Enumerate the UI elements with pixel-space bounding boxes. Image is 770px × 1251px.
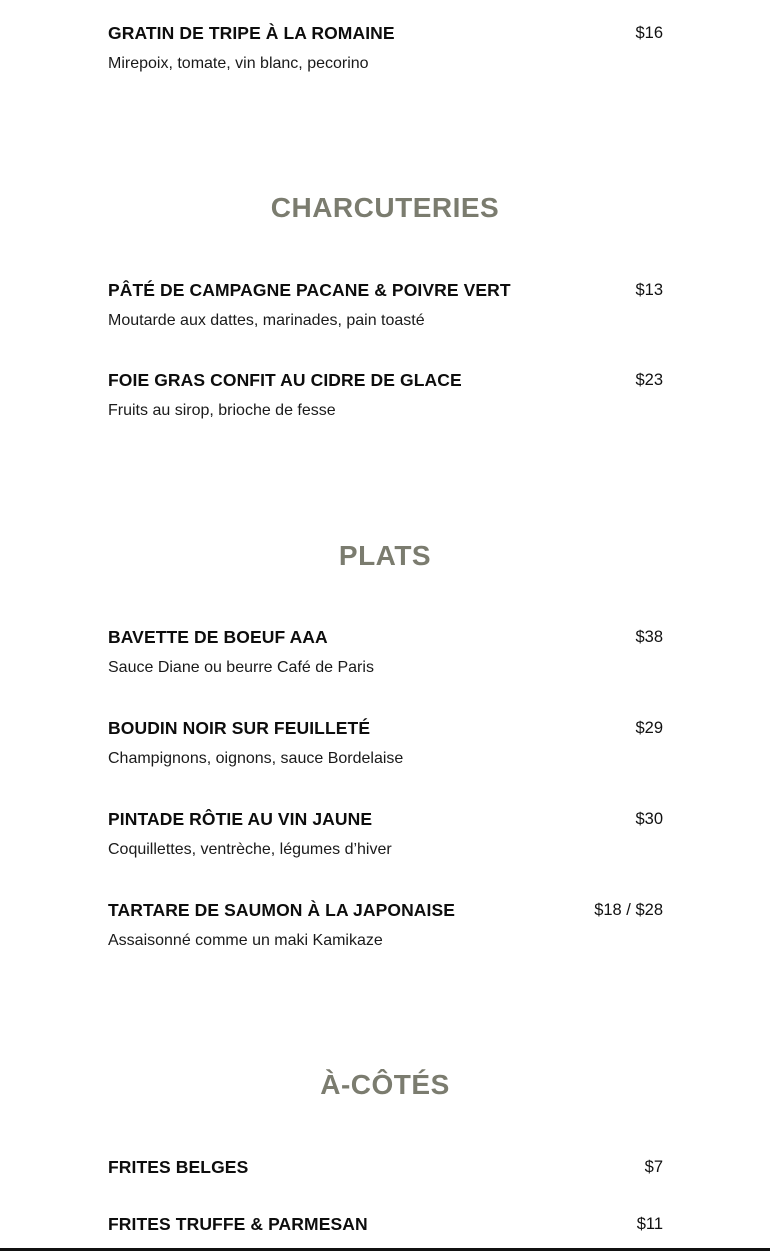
item-price: $16: [635, 24, 663, 42]
item-price: $30: [635, 810, 663, 828]
section-title-charcuteries: CHARCUTERIES: [270, 192, 500, 223]
item-price: $29: [635, 719, 663, 737]
item-name: TARTARE DE SAUMON À LA JAPONAISE: [108, 900, 456, 920]
section-title-a-cotes: À-CÔTÉS: [320, 1069, 450, 1100]
item-description: Fruits au sirop, brioche de fesse: [108, 402, 336, 419]
item-name: PINTADE RÔTIE AU VIN JAUNE: [108, 809, 373, 829]
item-name: FRITES TRUFFE & PARMESAN: [108, 1214, 368, 1234]
item-price: $13: [635, 281, 663, 299]
item-description: Coquillettes, ventrèche, légumes d’hiver: [108, 841, 392, 858]
item-name: GRATIN DE TRIPE À LA ROMAINE: [108, 23, 395, 43]
item-price: $11: [636, 1215, 663, 1233]
item-name: FRITES BELGES: [108, 1157, 249, 1177]
item-description: Mirepoix, tomate, vin blanc, pecorino: [108, 55, 369, 72]
item-price: $38: [635, 628, 663, 646]
item-description: Assaisonné comme un maki Kamikaze: [108, 932, 383, 949]
item-name: FOIE GRAS CONFIT AU CIDRE DE GLACE: [108, 370, 462, 390]
item-price: $23: [635, 371, 663, 389]
item-price: $18 / $28: [594, 901, 663, 919]
item-name: BAVETTE DE BOEUF AAA: [108, 627, 328, 647]
item-description: Sauce Diane ou beurre Café de Paris: [108, 659, 374, 676]
section-title-plats: PLATS: [338, 540, 432, 571]
item-name: BOUDIN NOIR SUR FEUILLETÉ: [108, 718, 371, 738]
item-description: Champignons, oignons, sauce Bordelaise: [108, 750, 404, 767]
item-name: PÂTÉ DE CAMPAGNE PACANE & POIVRE VERT: [108, 280, 511, 300]
item-description: Moutarde aux dattes, marinades, pain toasté: [108, 312, 425, 329]
item-price: $7: [644, 1158, 663, 1176]
